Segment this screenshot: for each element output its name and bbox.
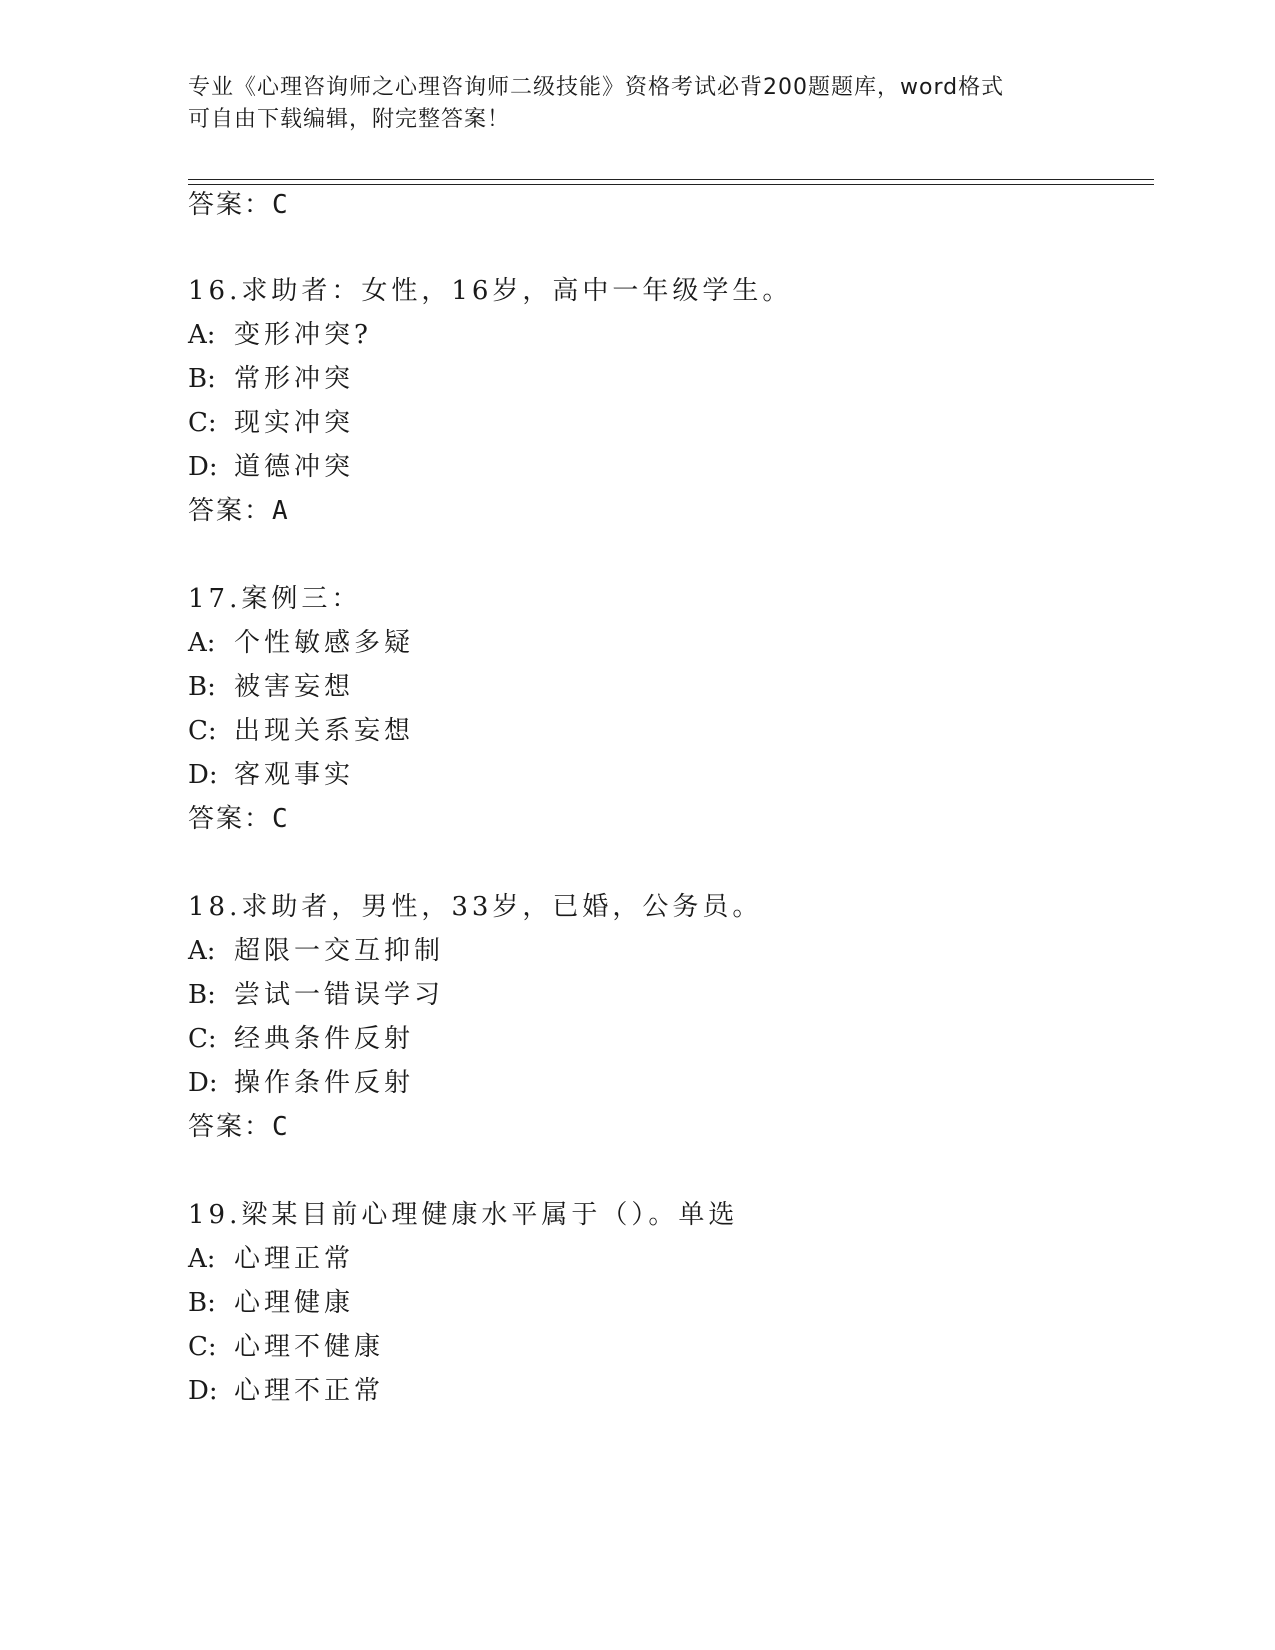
answer-value: C — [272, 190, 290, 220]
question-stem: 18.求助者，男性，33岁，已婚，公务员。 — [188, 892, 763, 922]
option-text: 道德冲突 — [234, 452, 355, 482]
option-key: B: — [188, 1288, 216, 1318]
option-key: B: — [188, 364, 216, 394]
option-text: 心理正常 — [234, 1244, 355, 1274]
answer-label: 答案： — [188, 190, 273, 220]
answer-value: A — [272, 496, 290, 526]
option-key: C: — [188, 408, 217, 438]
option-text: 心理健康 — [234, 1288, 355, 1318]
option-d — [188, 450, 354, 484]
answer-line — [188, 802, 290, 836]
option-text: 客观事实 — [234, 760, 355, 790]
option-key: D: — [188, 760, 218, 790]
option-key: C: — [188, 1332, 217, 1362]
option-text: 常形冲突 — [234, 364, 355, 394]
question-stem: 19.梁某目前心理健康水平属于（）。单选 — [188, 1200, 739, 1230]
option-key: D: — [188, 1068, 218, 1098]
option-b — [188, 670, 354, 704]
option-text: 变形冲突? — [234, 320, 372, 350]
option-d — [188, 758, 354, 792]
option-text: 心理不健康 — [234, 1332, 385, 1362]
option-text: 个性敏感多疑 — [234, 628, 415, 658]
option-text: 超限一交互抑制 — [234, 936, 445, 966]
option-c — [188, 1022, 414, 1056]
option-text: 被害妄想 — [234, 672, 355, 702]
option-text: 经典条件反射 — [234, 1024, 415, 1054]
answer-label: 答案： — [188, 1112, 273, 1142]
question-stem: 16.求助者：女性，16岁，高中一年级学生。 — [188, 276, 793, 306]
option-d — [188, 1066, 414, 1100]
option-text: 心理不正常 — [234, 1376, 385, 1406]
option-text: 出现关系妄想 — [234, 716, 415, 746]
option-text: 尝试一错误学习 — [234, 980, 445, 1010]
option-key: B: — [188, 980, 216, 1010]
option-key: A: — [188, 320, 216, 350]
answer-line — [188, 188, 290, 222]
option-c — [188, 714, 414, 748]
document-header — [188, 72, 1068, 136]
answer-label: 答案： — [188, 804, 273, 834]
option-key: A: — [188, 628, 216, 658]
question-stem: 17.案例三： — [188, 584, 362, 614]
option-b — [188, 1286, 354, 1320]
answer-label: 答案： — [188, 496, 273, 526]
option-key: C: — [188, 716, 217, 746]
option-b — [188, 978, 444, 1012]
header-line-2: 可自由下载编辑，附完整答案！ — [188, 107, 511, 132]
answer-value: C — [272, 1112, 290, 1142]
option-a — [188, 626, 414, 660]
header-line-1: 专业《心理咨询师之心理咨询师二级技能》资格考试必背200题题库，word格式 — [188, 75, 1005, 100]
answer-value: C — [272, 804, 290, 834]
option-key: B: — [188, 672, 216, 702]
option-a — [188, 1242, 354, 1276]
option-key: C: — [188, 1024, 217, 1054]
option-key: A: — [188, 936, 216, 966]
option-key: A: — [188, 1244, 216, 1274]
option-b — [188, 362, 354, 396]
option-key: D: — [188, 452, 218, 482]
option-text: 操作条件反射 — [234, 1068, 415, 1098]
option-a — [188, 934, 444, 968]
option-c — [188, 406, 354, 440]
answer-line — [188, 494, 290, 528]
option-c — [188, 1330, 384, 1364]
option-d — [188, 1374, 384, 1408]
answer-line — [188, 1110, 290, 1144]
option-text: 现实冲突 — [234, 408, 355, 438]
option-a — [188, 318, 372, 352]
header-divider-bottom — [188, 184, 1154, 185]
option-key: D: — [188, 1376, 218, 1406]
header-divider-top — [188, 179, 1154, 180]
